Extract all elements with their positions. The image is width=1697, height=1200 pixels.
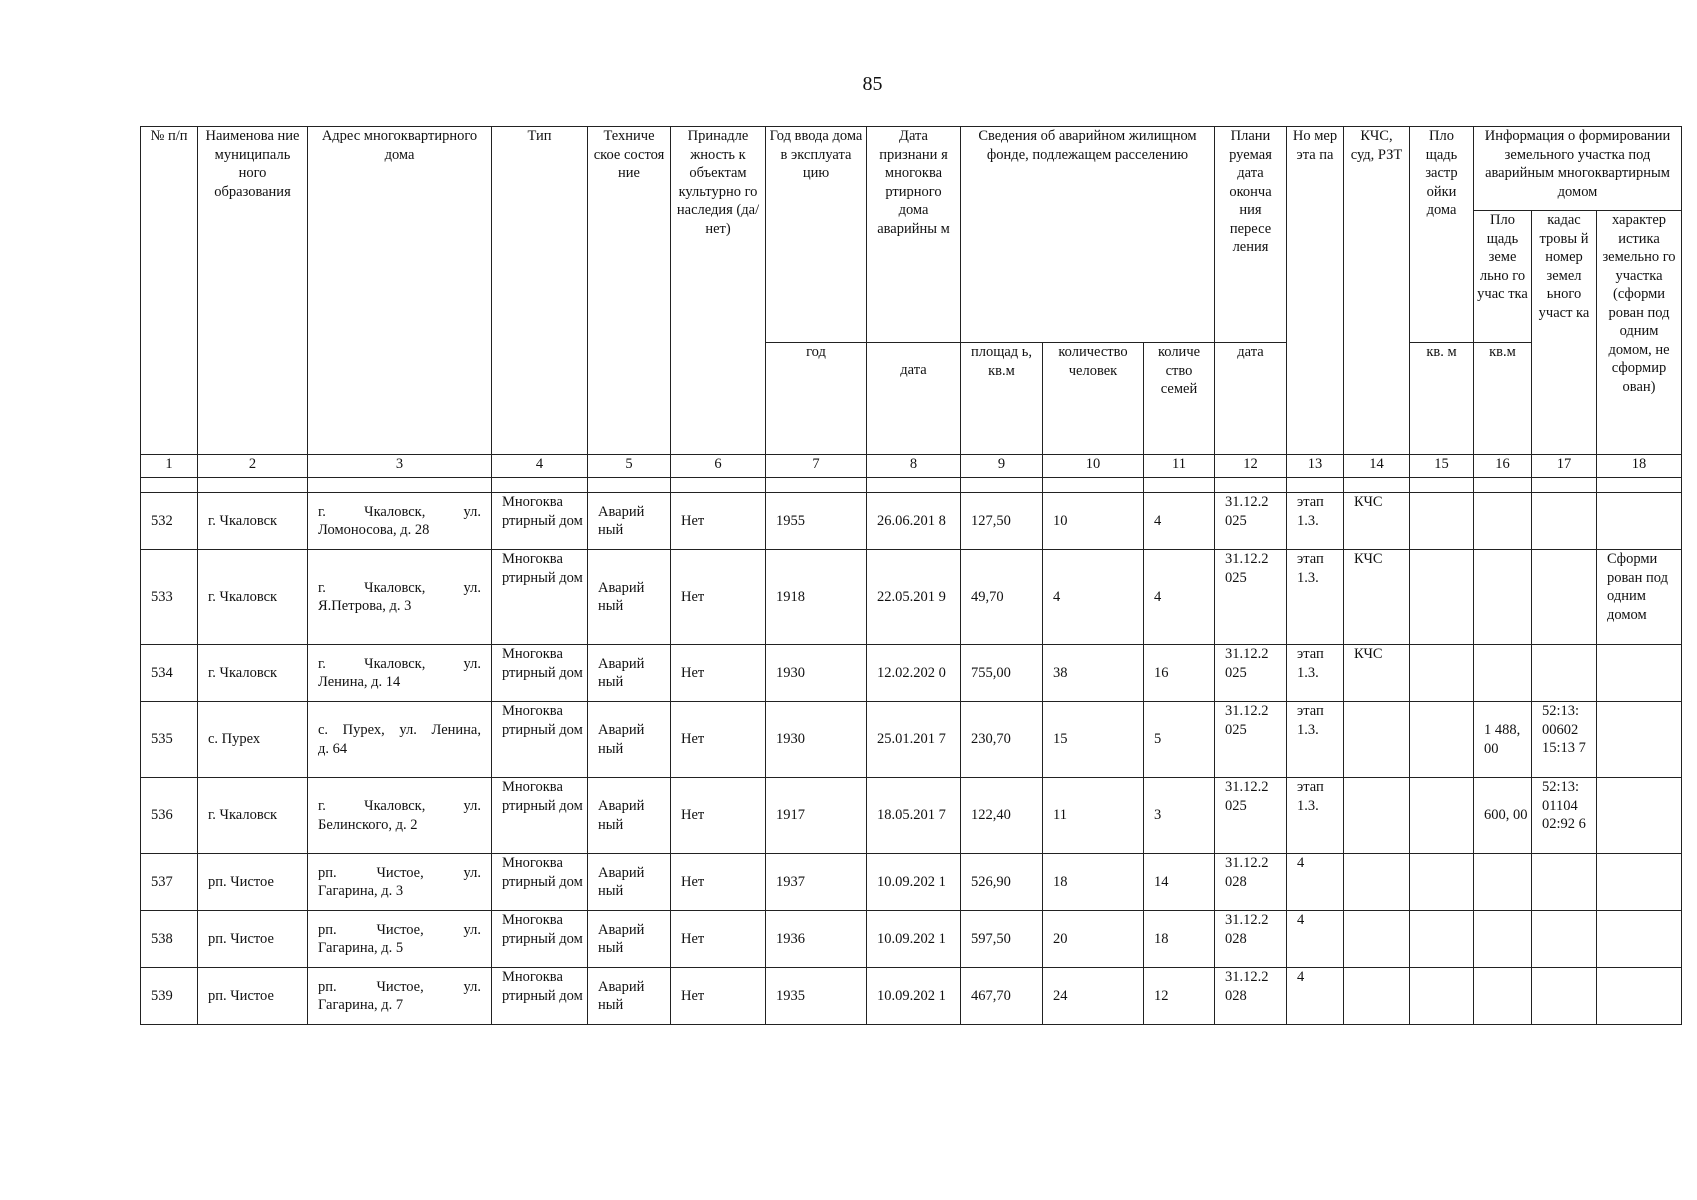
emergency-date-cell: 10.09.202 1 bbox=[867, 911, 961, 968]
address-line-1: г. Чкаловск, ул. bbox=[318, 579, 481, 596]
address-line-2: Белинского, д. 2 bbox=[318, 816, 418, 833]
area-cell: 122,40 bbox=[961, 778, 1043, 854]
heritage-cell: Нет bbox=[671, 968, 766, 1025]
planned-end-date-cell: 31.12.2 028 bbox=[1215, 854, 1287, 911]
planned-end-date-cell: 31.12.2 025 bbox=[1215, 778, 1287, 854]
land-area-cell bbox=[1474, 550, 1532, 645]
state-cell: Аварий ный bbox=[588, 550, 671, 645]
address-cell bbox=[308, 493, 492, 550]
subheader-date: дата bbox=[867, 343, 961, 455]
stage-cell: этап 1.3. bbox=[1287, 702, 1344, 778]
planned-end-date-cell: 31.12.2 025 bbox=[1215, 550, 1287, 645]
state-cell: Аварий ный bbox=[588, 911, 671, 968]
subheader-area: площад ь, кв.м bbox=[961, 343, 1043, 455]
spacer-row bbox=[141, 478, 1682, 493]
column-number: 14 bbox=[1344, 455, 1410, 478]
municipality-cell: рп. Чистое bbox=[198, 911, 308, 968]
subheader-year: год bbox=[766, 343, 867, 455]
table-row bbox=[141, 493, 1682, 550]
year-cell: 1936 bbox=[766, 911, 867, 968]
families-count-cell: 18 bbox=[1144, 911, 1215, 968]
column-number: 12 bbox=[1215, 455, 1287, 478]
planned-end-date-cell: 31.12.2 025 bbox=[1215, 493, 1287, 550]
column-number: 4 bbox=[492, 455, 588, 478]
header-land-area: Пло щадь земе льно го учас тка bbox=[1474, 211, 1532, 343]
header-planned-end-date: Плани руемая дата оконча ния пересе ления bbox=[1215, 127, 1287, 343]
cadastre-cell bbox=[1532, 854, 1597, 911]
header-housing-info-group: Сведения об аварийном жилищном фонде, подлежащем расселению bbox=[961, 127, 1215, 343]
table-row bbox=[141, 968, 1682, 1025]
address-line-2: Гагарина, д. 3 bbox=[318, 883, 404, 899]
stage-cell: 4 bbox=[1287, 968, 1344, 1025]
header-emergency-date: Дата признани я многоква ртирного дома аварийны м bbox=[867, 127, 961, 343]
planned-end-date-cell: 31.12.2 025 bbox=[1215, 645, 1287, 702]
column-number: 17 bbox=[1532, 455, 1597, 478]
heritage-cell: Нет bbox=[671, 645, 766, 702]
cadastre-cell: 52:13: 01104 02:92 6 bbox=[1532, 778, 1597, 854]
year-cell: 1930 bbox=[766, 702, 867, 778]
people-count-cell: 4 bbox=[1043, 550, 1144, 645]
column-number: 8 bbox=[867, 455, 961, 478]
table-row bbox=[141, 702, 1682, 778]
column-number: 16 bbox=[1474, 455, 1532, 478]
address-line-2: д. 64 bbox=[318, 740, 348, 757]
page-number: 85 bbox=[862, 73, 883, 95]
table-header bbox=[141, 127, 1682, 493]
type-cell: Многоква ртирный дом bbox=[492, 645, 588, 702]
address-line-1: рп. Чистое, ул. bbox=[318, 978, 481, 995]
building-area-cell bbox=[1410, 854, 1474, 911]
stage-cell: этап 1.3. bbox=[1287, 778, 1344, 854]
stage-cell: этап 1.3. bbox=[1287, 645, 1344, 702]
emergency-housing-table bbox=[140, 126, 1682, 1025]
table-row bbox=[141, 778, 1682, 854]
column-number: 5 bbox=[588, 455, 671, 478]
table-row bbox=[141, 645, 1682, 702]
state-cell: Аварий ный bbox=[588, 493, 671, 550]
row-number: 535 bbox=[141, 702, 198, 778]
heritage-cell: Нет bbox=[671, 778, 766, 854]
column-number: 15 bbox=[1410, 455, 1474, 478]
year-cell: 1917 bbox=[766, 778, 867, 854]
building-area-cell bbox=[1410, 911, 1474, 968]
row-number: 539 bbox=[141, 968, 198, 1025]
building-area-cell bbox=[1410, 968, 1474, 1025]
emergency-date-cell: 26.06.201 8 bbox=[867, 493, 961, 550]
land-characteristic-cell bbox=[1597, 854, 1682, 911]
column-number: 13 bbox=[1287, 455, 1344, 478]
planned-end-date-cell: 31.12.2 028 bbox=[1215, 911, 1287, 968]
heritage-cell: Нет bbox=[671, 911, 766, 968]
municipality-cell: г. Чкаловск bbox=[198, 550, 308, 645]
land-area-cell bbox=[1474, 911, 1532, 968]
column-number: 11 bbox=[1144, 455, 1215, 478]
column-number: 9 bbox=[961, 455, 1043, 478]
row-number: 533 bbox=[141, 550, 198, 645]
stage-cell: этап 1.3. bbox=[1287, 493, 1344, 550]
subheader-families: количе ство семей bbox=[1144, 343, 1215, 455]
area-cell: 597,50 bbox=[961, 911, 1043, 968]
address-line-2: Ломоносова, д. 28 bbox=[318, 522, 430, 538]
address-cell bbox=[308, 968, 492, 1025]
emergency-date-cell: 12.02.202 0 bbox=[867, 645, 961, 702]
kchs-cell: КЧС bbox=[1344, 550, 1410, 645]
state-cell: Аварий ный bbox=[588, 702, 671, 778]
column-number: 6 bbox=[671, 455, 766, 478]
header-land-plot-group: Информация о формировании земельного участка под аварийным многоквартирным домом bbox=[1474, 127, 1682, 211]
families-count-cell: 14 bbox=[1144, 854, 1215, 911]
heritage-cell: Нет bbox=[671, 550, 766, 645]
cadastre-cell: 52:13: 00602 15:13 7 bbox=[1532, 702, 1597, 778]
families-count-cell: 16 bbox=[1144, 645, 1215, 702]
emergency-date-cell: 10.09.202 1 bbox=[867, 854, 961, 911]
address-cell bbox=[308, 702, 492, 778]
address-line-1: г. Чкаловск, ул. bbox=[318, 503, 481, 520]
type-cell: Многоква ртирный дом bbox=[492, 702, 588, 778]
municipality-cell: рп. Чистое bbox=[198, 968, 308, 1025]
municipality-cell: рп. Чистое bbox=[198, 854, 308, 911]
kchs-cell bbox=[1344, 911, 1410, 968]
stage-cell: 4 bbox=[1287, 854, 1344, 911]
state-cell: Аварий ный bbox=[588, 968, 671, 1025]
families-count-cell: 5 bbox=[1144, 702, 1215, 778]
emergency-date-cell: 18.05.201 7 bbox=[867, 778, 961, 854]
subheader-building-area-unit: кв. м bbox=[1410, 343, 1474, 455]
kchs-cell bbox=[1344, 854, 1410, 911]
header-kchs: КЧС, суд, РЗТ bbox=[1344, 127, 1410, 455]
state-cell: Аварий ный bbox=[588, 778, 671, 854]
year-cell: 1937 bbox=[766, 854, 867, 911]
table-row bbox=[141, 550, 1682, 645]
emergency-date-cell: 10.09.202 1 bbox=[867, 968, 961, 1025]
address-line-1: г. Чкаловск, ул. bbox=[318, 798, 481, 814]
row-number: 534 bbox=[141, 645, 198, 702]
people-count-cell: 38 bbox=[1043, 645, 1144, 702]
address-cell bbox=[308, 911, 492, 968]
emergency-date-cell: 25.01.201 7 bbox=[867, 702, 961, 778]
subheader-land-area-unit: кв.м bbox=[1474, 343, 1532, 455]
people-count-cell: 10 bbox=[1043, 493, 1144, 550]
header-heritage: Принадле жность к объектам культурно го наследия (да/нет) bbox=[671, 127, 766, 455]
header-municipality: Наименова ние муниципаль ного образования bbox=[198, 127, 308, 455]
municipality-cell: г. Чкаловск bbox=[198, 645, 308, 702]
kchs-cell: КЧС bbox=[1344, 493, 1410, 550]
subheader-end-date: дата bbox=[1215, 343, 1287, 455]
address-line-1: с. Пурех, ул. Ленина, bbox=[318, 722, 481, 738]
land-characteristic-cell bbox=[1597, 493, 1682, 550]
municipality-cell: с. Пурех bbox=[198, 702, 308, 778]
header-land-characteristic: характер истика земельно го участка (сформи рован под одним домом, не сформир ован) bbox=[1597, 211, 1682, 455]
type-cell: Многоква ртирный дом bbox=[492, 550, 588, 645]
kchs-cell bbox=[1344, 778, 1410, 854]
area-cell: 127,50 bbox=[961, 493, 1043, 550]
column-number: 10 bbox=[1043, 455, 1144, 478]
area-cell: 526,90 bbox=[961, 854, 1043, 911]
municipality-cell: г. Чкаловск bbox=[198, 493, 308, 550]
municipality-cell: г. Чкаловск bbox=[198, 778, 308, 854]
families-count-cell: 12 bbox=[1144, 968, 1215, 1025]
building-area-cell bbox=[1410, 645, 1474, 702]
column-number: 1 bbox=[141, 455, 198, 478]
land-area-cell: 600, 00 bbox=[1474, 778, 1532, 854]
kchs-cell bbox=[1344, 702, 1410, 778]
building-area-cell bbox=[1410, 493, 1474, 550]
kchs-cell: КЧС bbox=[1344, 645, 1410, 702]
year-cell: 1955 bbox=[766, 493, 867, 550]
table-row bbox=[141, 911, 1682, 968]
people-count-cell: 11 bbox=[1043, 778, 1144, 854]
cadastre-cell bbox=[1532, 645, 1597, 702]
column-number: 7 bbox=[766, 455, 867, 478]
cadastre-cell bbox=[1532, 550, 1597, 645]
cadastre-cell bbox=[1532, 493, 1597, 550]
land-characteristic-cell: Сформи рован под одним домом bbox=[1597, 550, 1682, 645]
state-cell: Аварий ный bbox=[588, 645, 671, 702]
families-count-cell: 4 bbox=[1144, 550, 1215, 645]
state-cell: Аварий ный bbox=[588, 854, 671, 911]
table-body bbox=[141, 493, 1682, 1025]
families-count-cell: 3 bbox=[1144, 778, 1215, 854]
land-area-cell bbox=[1474, 493, 1532, 550]
cadastre-cell bbox=[1532, 911, 1597, 968]
planned-end-date-cell: 31.12.2 025 bbox=[1215, 702, 1287, 778]
land-characteristic-cell bbox=[1597, 968, 1682, 1025]
subheader-people: количество человек bbox=[1043, 343, 1144, 455]
row-number: 532 bbox=[141, 493, 198, 550]
heritage-cell: Нет bbox=[671, 702, 766, 778]
area-cell: 755,00 bbox=[961, 645, 1043, 702]
building-area-cell bbox=[1410, 550, 1474, 645]
column-number: 3 bbox=[308, 455, 492, 478]
column-number-row bbox=[141, 455, 1682, 478]
heritage-cell: Нет bbox=[671, 493, 766, 550]
stage-cell: 4 bbox=[1287, 911, 1344, 968]
address-cell bbox=[308, 645, 492, 702]
type-cell: Многоква ртирный дом bbox=[492, 778, 588, 854]
address-line-2: Я.Петрова, д. 3 bbox=[318, 598, 412, 614]
people-count-cell: 24 bbox=[1043, 968, 1144, 1025]
address-line-2: Гагарина, д. 7 bbox=[318, 997, 404, 1013]
people-count-cell: 20 bbox=[1043, 911, 1144, 968]
land-area-cell: 1 488, 00 bbox=[1474, 702, 1532, 778]
building-area-cell bbox=[1410, 778, 1474, 854]
year-cell: 1918 bbox=[766, 550, 867, 645]
row-number: 537 bbox=[141, 854, 198, 911]
land-area-cell bbox=[1474, 854, 1532, 911]
land-characteristic-cell bbox=[1597, 702, 1682, 778]
address-cell bbox=[308, 550, 492, 645]
column-number: 18 bbox=[1597, 455, 1682, 478]
address-line-2: Ленина, д. 14 bbox=[318, 674, 401, 690]
planned-end-date-cell: 31.12.2 028 bbox=[1215, 968, 1287, 1025]
header-address: Адрес многоквартирного дома bbox=[308, 127, 492, 455]
address-cell bbox=[308, 854, 492, 911]
address-line-1: г. Чкаловск, ул. bbox=[318, 655, 481, 672]
families-count-cell: 4 bbox=[1144, 493, 1215, 550]
area-cell: 230,70 bbox=[961, 702, 1043, 778]
type-cell: Многоква ртирный дом bbox=[492, 968, 588, 1025]
land-area-cell bbox=[1474, 645, 1532, 702]
land-characteristic-cell bbox=[1597, 911, 1682, 968]
people-count-cell: 15 bbox=[1043, 702, 1144, 778]
address-line-1: рп. Чистое, ул. bbox=[318, 921, 481, 938]
header-technical-state: Техниче ское состоя ние bbox=[588, 127, 671, 455]
type-cell: Многоква ртирный дом bbox=[492, 493, 588, 550]
area-cell: 467,70 bbox=[961, 968, 1043, 1025]
cadastre-cell bbox=[1532, 968, 1597, 1025]
address-line-1: рп. Чистое, ул. bbox=[318, 864, 481, 881]
land-characteristic-cell bbox=[1597, 645, 1682, 702]
header-stage-number: Но мер эта па bbox=[1287, 127, 1344, 455]
year-cell: 1935 bbox=[766, 968, 867, 1025]
header-row-number: № п/п bbox=[141, 127, 198, 455]
stage-cell: этап 1.3. bbox=[1287, 550, 1344, 645]
type-cell: Многоква ртирный дом bbox=[492, 911, 588, 968]
kchs-cell bbox=[1344, 968, 1410, 1025]
land-characteristic-cell bbox=[1597, 778, 1682, 854]
building-area-cell bbox=[1410, 702, 1474, 778]
row-number: 538 bbox=[141, 911, 198, 968]
header-building-area: Пло щадь застр ойки дома bbox=[1410, 127, 1474, 343]
heritage-cell: Нет bbox=[671, 854, 766, 911]
year-cell: 1930 bbox=[766, 645, 867, 702]
row-number: 536 bbox=[141, 778, 198, 854]
people-count-cell: 18 bbox=[1043, 854, 1144, 911]
header-year-commissioned: Год ввода дома в эксплуата цию bbox=[766, 127, 867, 343]
table-row bbox=[141, 854, 1682, 911]
header-type: Тип bbox=[492, 127, 588, 455]
address-cell bbox=[308, 778, 492, 854]
column-number: 2 bbox=[198, 455, 308, 478]
address-line-2: Гагарина, д. 5 bbox=[318, 940, 404, 956]
area-cell: 49,70 bbox=[961, 550, 1043, 645]
emergency-date-cell: 22.05.201 9 bbox=[867, 550, 961, 645]
header-cadastre: кадас тровы й номер земел ьного участ ка bbox=[1532, 211, 1597, 455]
land-area-cell bbox=[1474, 968, 1532, 1025]
type-cell: Многоква ртирный дом bbox=[492, 854, 588, 911]
